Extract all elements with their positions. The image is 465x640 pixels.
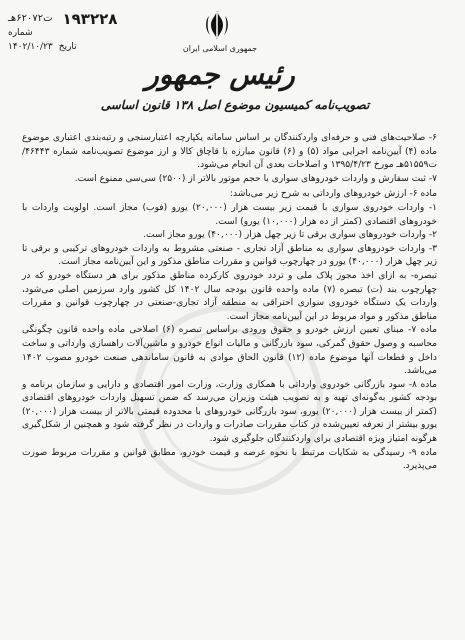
country-name: جمهوری اسلامی ایران (182, 44, 258, 53)
paragraph-article-6: ماده ۶- ارزش خودروهای وارداتی به شرح زیر می‌باشد: (229, 189, 437, 200)
date-label: تاریخ (58, 42, 77, 52)
paragraph-article-6-item-1: ۱- واردات خودروی سواری با قیمت زیر بیست هزار (۲۰,۰۰۰) یورو (فوب) مجاز است. اولویت واردات با خودروهای اقتصادی (کمتر از ده هزار (۱۰,۰۰۰) یورو) است. (22, 202, 438, 227)
letter-number: ۱۹۳۲۲۸ (62, 10, 118, 28)
number-row (8, 12, 118, 26)
letter-reference: ت۶۲۰۷۲هـ (8, 13, 53, 24)
document-subtitle: تصویب‌نامه کمیسیون موضوع اصل ۱۳۸ قانون اساسی (100, 98, 370, 112)
date-row (8, 40, 118, 54)
paragraph-article-7: ماده ۷- مبنای تعیین ارزش خودرو و حقوق ورودی براساس تبصره (۶) اصلاحی ماده واحده قانون چگونگی محاسبه و وصول حقوق گمرکی، سود بازرگانی و مالیات انواع خودرو و ماشین‌آلات راهسازی وارداتی و ساخت داخل و قطعات آنها موضوع ماده (۱۲) قانون الحاق موادی به قانون ساماندهی صنعت خودرو مصوب ۱۴۰۲ می‌باشد. (22, 325, 437, 377)
iran-emblem-icon (200, 8, 234, 42)
office-title: رئیس جمهور (145, 58, 295, 91)
number-label: شماره (8, 28, 33, 38)
paragraph-article-6-item-2: ۲- واردات خودروهای سواری برقی تا زیر چهل هزار (۴۰,۰۰۰) یورو مجاز است. (143, 230, 437, 241)
date-value: ۱۴۰۲/۱۰/۲۳ (8, 42, 53, 52)
document-body (22, 132, 437, 474)
paragraph-article-9: ماده ۹- رسیدگی به شکایات مرتبط با نحوه عرضه و قیمت خودرو، مطابق قوانین و مقررات مربوط صورت می‌پذیرد. (22, 447, 437, 472)
letter-meta (8, 12, 118, 54)
paragraph-clause-6: ۶- صلاحیت‌های فنی و حرفه‌ای واردکنندگان بر اساس سامانه یکپارچه اعتبارسنجی و رتبه‌بندی اعتباری موضوع ماده (۴) آیین‌نامه اجرایی مواد (۵) و (۶) قانون مبارزه با قاچاق کالا و ارز موضوع تصویب‌نامه شماره ۴۶۴۴۳/ت۵۱۵۵۹هـ مورخ ۱۳۹۵/۴/۲۳ و اصلاحات بعدی آن انجام می‌شود. (22, 133, 437, 171)
paragraph-note: تبصره- به ازای اخذ مجوز پلاک ملی و تردد خودروی کارکرده مناطق مذکور برای هر دستگاه خودرو که در چهارچوب بند (ت) تبصره (۷) ماده واحده قانون بودجه سال ۱۴۰۲ کل کشور وارد سرزمین اصلی می‌شود، واردات یک دستگاه خودروی سواری احتراقی به منطقه آزاد تجاری-صنعتی در چهارچوب قوانین و مقررات مناطق مذکور و مواد مربوط در این آیین‌نامه مجاز است. (22, 270, 437, 322)
paragraph-article-8: ماده ۸- سود بازرگانی خودروی وارداتی با همکاری وزارت، وزارت امور اقتصادی و دارایی و سازمان برنامه و بودجه کشور به‌گونه‌ای تهیه و به تصویب هیئت وزیران می‌رسد که ضمن تسهیل واردات خودروهای اقتصادی (کمتر از بیست هزار (۲۰,۰۰۰) یورو، سود بازرگانی خودروهای با محدوده قیمتی بالاتر از بیست هزار (۲۰,۰۰۰) یورو بیشتر از تعرفه تعیین‌شده در کتاب مقررات صادرات و واردات در نظر گرفته شود و همچنین از شکل‌گیری هرگونه امتیاز ویژه اقتصادی برای واردکنندگان جلوگیری شود. (22, 379, 437, 445)
header (120, 44, 320, 91)
number-label-row (8, 26, 118, 40)
paragraph-clause-7: ۷- ثبت سفارش و واردات خودروهای سواری با حجم موتور بالاتر از (۲۵۰۰) سی‌سی ممنوع است. (74, 173, 437, 184)
paragraph-article-6-item-3: ۳- واردات خودروهای سواری به مناطق آزاد تجاری - صنعتی مشروط به واردات خودروهای ترکیبی و برقی تا زیر چهل هزار (۴۰,۰۰۰) یورو در چهارچوب قوانین و مقررات مناطق مذکور و این آیین‌نامه مجاز است. (22, 243, 437, 268)
